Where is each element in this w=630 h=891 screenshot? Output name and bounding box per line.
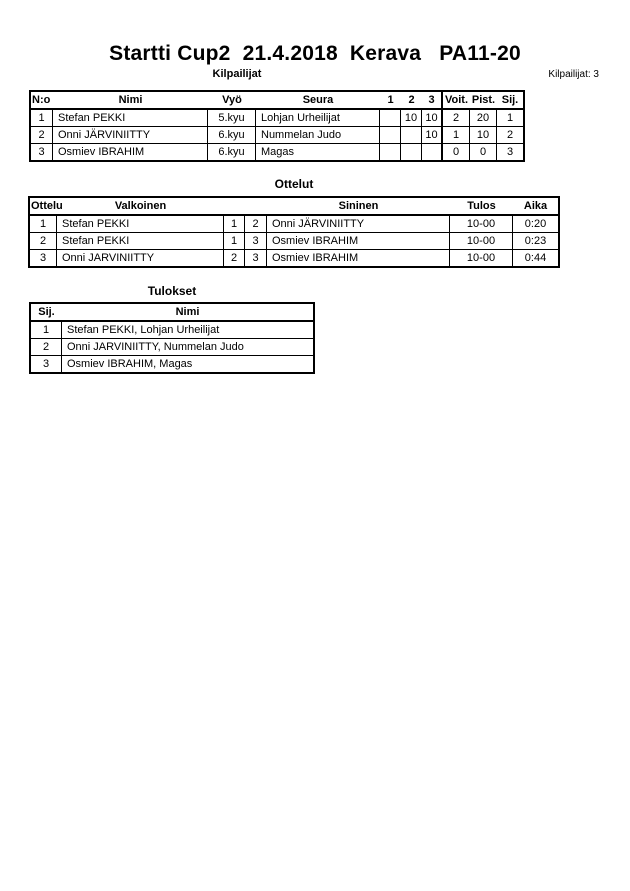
tulokset-table <box>29 302 315 374</box>
cell-no: 2 <box>31 127 53 143</box>
kilpailijat-section-title: Kilpailijat <box>212 68 262 80</box>
tulokset-row <box>31 322 313 338</box>
cell-pist: 10 <box>470 127 497 143</box>
cell-blue-no: 2 <box>245 216 267 232</box>
cell-nimi: Osmiev IBRAHIM, Magas <box>67 358 193 370</box>
cell-white-no: 1 <box>224 216 245 232</box>
col-header-vyo: Vyö <box>222 94 242 106</box>
kilpailijat-row <box>31 143 523 160</box>
cell-round1 <box>380 144 401 160</box>
cell-round2: 10 <box>401 110 422 126</box>
col-header-sininen: Sininen <box>338 200 379 212</box>
col-header-sij: Sij. <box>38 306 55 318</box>
cell-voit: 0 <box>443 144 470 160</box>
col-header-white-no <box>224 198 245 214</box>
cell-round3 <box>422 144 443 160</box>
ottelut-row <box>30 216 558 232</box>
cell-ottelu: 2 <box>30 233 57 249</box>
cell-tulos: 10-00 <box>450 216 513 232</box>
col-header-nimi: Nimi <box>175 306 200 318</box>
cell-round2 <box>401 144 422 160</box>
col-header-ottelu: Ottelu <box>31 200 63 212</box>
tulokset-header-row <box>31 304 313 322</box>
cell-pist: 0 <box>470 144 497 160</box>
cell-no: 1 <box>31 110 53 126</box>
cell-round1 <box>380 110 401 126</box>
col-header-tulos: Tulos <box>467 200 496 212</box>
cell-no: 3 <box>31 144 53 160</box>
cell-sij: 2 <box>506 129 514 141</box>
col-header-blue-no <box>245 198 267 214</box>
col-header-nimi: Nimi <box>118 94 143 106</box>
cell-blue-no: 3 <box>245 250 267 266</box>
cell-voit: 2 <box>443 110 470 126</box>
cell-round3: 10 <box>422 127 443 143</box>
cell-nimi: Stefan PEKKI, Lohjan Urheilijat <box>67 324 220 336</box>
cell-sij: 2 <box>31 339 62 355</box>
col-header-sij: Sij. <box>501 94 519 106</box>
col-header-pist: Pist. <box>471 94 496 106</box>
competitors-count-label: Kilpailijat: 3 <box>548 69 599 80</box>
cell-white-no: 1 <box>224 233 245 249</box>
cell-seura: Lohjan Urheilijat <box>256 110 380 126</box>
col-header-no: N:o <box>32 94 51 106</box>
cell-vyo: 6.kyu <box>208 127 256 143</box>
cell-sij: 1 <box>31 322 62 338</box>
ottelut-header-row <box>30 198 558 216</box>
cell-seura: Nummelan Judo <box>256 127 380 143</box>
cell-sij: 3 <box>506 146 514 158</box>
cell-tulos: 10-00 <box>450 233 513 249</box>
cell-nimi: Osmiev IBRAHIM <box>53 144 208 160</box>
kilpailijat-header-row <box>31 92 523 110</box>
kilpailijat-table <box>29 90 525 162</box>
cell-valkoinen: Stefan PEKKI <box>57 216 224 232</box>
cell-sininen: Osmiev IBRAHIM <box>267 250 450 266</box>
cell-aika: 0:44 <box>524 252 547 264</box>
cell-aika: 0:23 <box>524 235 547 247</box>
tulokset-section-title: Tulokset <box>147 284 197 298</box>
tulokset-row <box>31 355 313 372</box>
tulokset-row <box>31 338 313 355</box>
ottelut-row <box>30 249 558 266</box>
ottelut-table <box>28 196 560 268</box>
col-header-round1: 1 <box>387 94 394 106</box>
cell-nimi: Onni JÄRVINIITTY <box>53 127 208 143</box>
cell-vyo: 6.kyu <box>208 144 256 160</box>
kilpailijat-row <box>31 110 523 126</box>
kilpailijat-row <box>31 126 523 143</box>
cell-pist: 20 <box>470 110 497 126</box>
cell-sij: 3 <box>31 356 62 372</box>
cell-ottelu: 1 <box>30 216 57 232</box>
cell-valkoinen: Stefan PEKKI <box>57 233 224 249</box>
cell-seura: Magas <box>256 144 380 160</box>
cell-vyo: 5.kyu <box>208 110 256 126</box>
cell-sininen: Onni JÄRVINIITTY <box>267 216 450 232</box>
cell-sij: 1 <box>506 112 514 124</box>
cell-voit: 1 <box>443 127 470 143</box>
page-title: Startti Cup2 21.4.2018 Kerava PA11-20 <box>109 42 521 65</box>
col-header-seura: Seura <box>302 94 334 106</box>
col-header-round3: 3 <box>422 92 443 108</box>
cell-tulos: 10-00 <box>450 250 513 266</box>
cell-white-no: 2 <box>224 250 245 266</box>
col-header-valkoinen: Valkoinen <box>114 200 167 212</box>
cell-round1 <box>380 127 401 143</box>
cell-sininen: Osmiev IBRAHIM <box>267 233 450 249</box>
col-header-aika: Aika <box>523 200 548 212</box>
cell-blue-no: 3 <box>245 233 267 249</box>
ottelut-section-title: Ottelut <box>274 177 314 191</box>
cell-nimi: Stefan PEKKI <box>53 110 208 126</box>
cell-round3: 10 <box>422 110 443 126</box>
col-header-round2: 2 <box>408 94 415 106</box>
ottelut-row <box>30 232 558 249</box>
col-header-voit: Voit. <box>444 94 468 106</box>
cell-valkoinen: Onni JARVINIITTY <box>57 250 224 266</box>
cell-round2 <box>401 127 422 143</box>
cell-aika: 0:20 <box>524 218 547 230</box>
cell-nimi: Onni JARVINIITTY, Nummelan Judo <box>67 341 244 353</box>
cell-ottelu: 3 <box>30 250 57 266</box>
